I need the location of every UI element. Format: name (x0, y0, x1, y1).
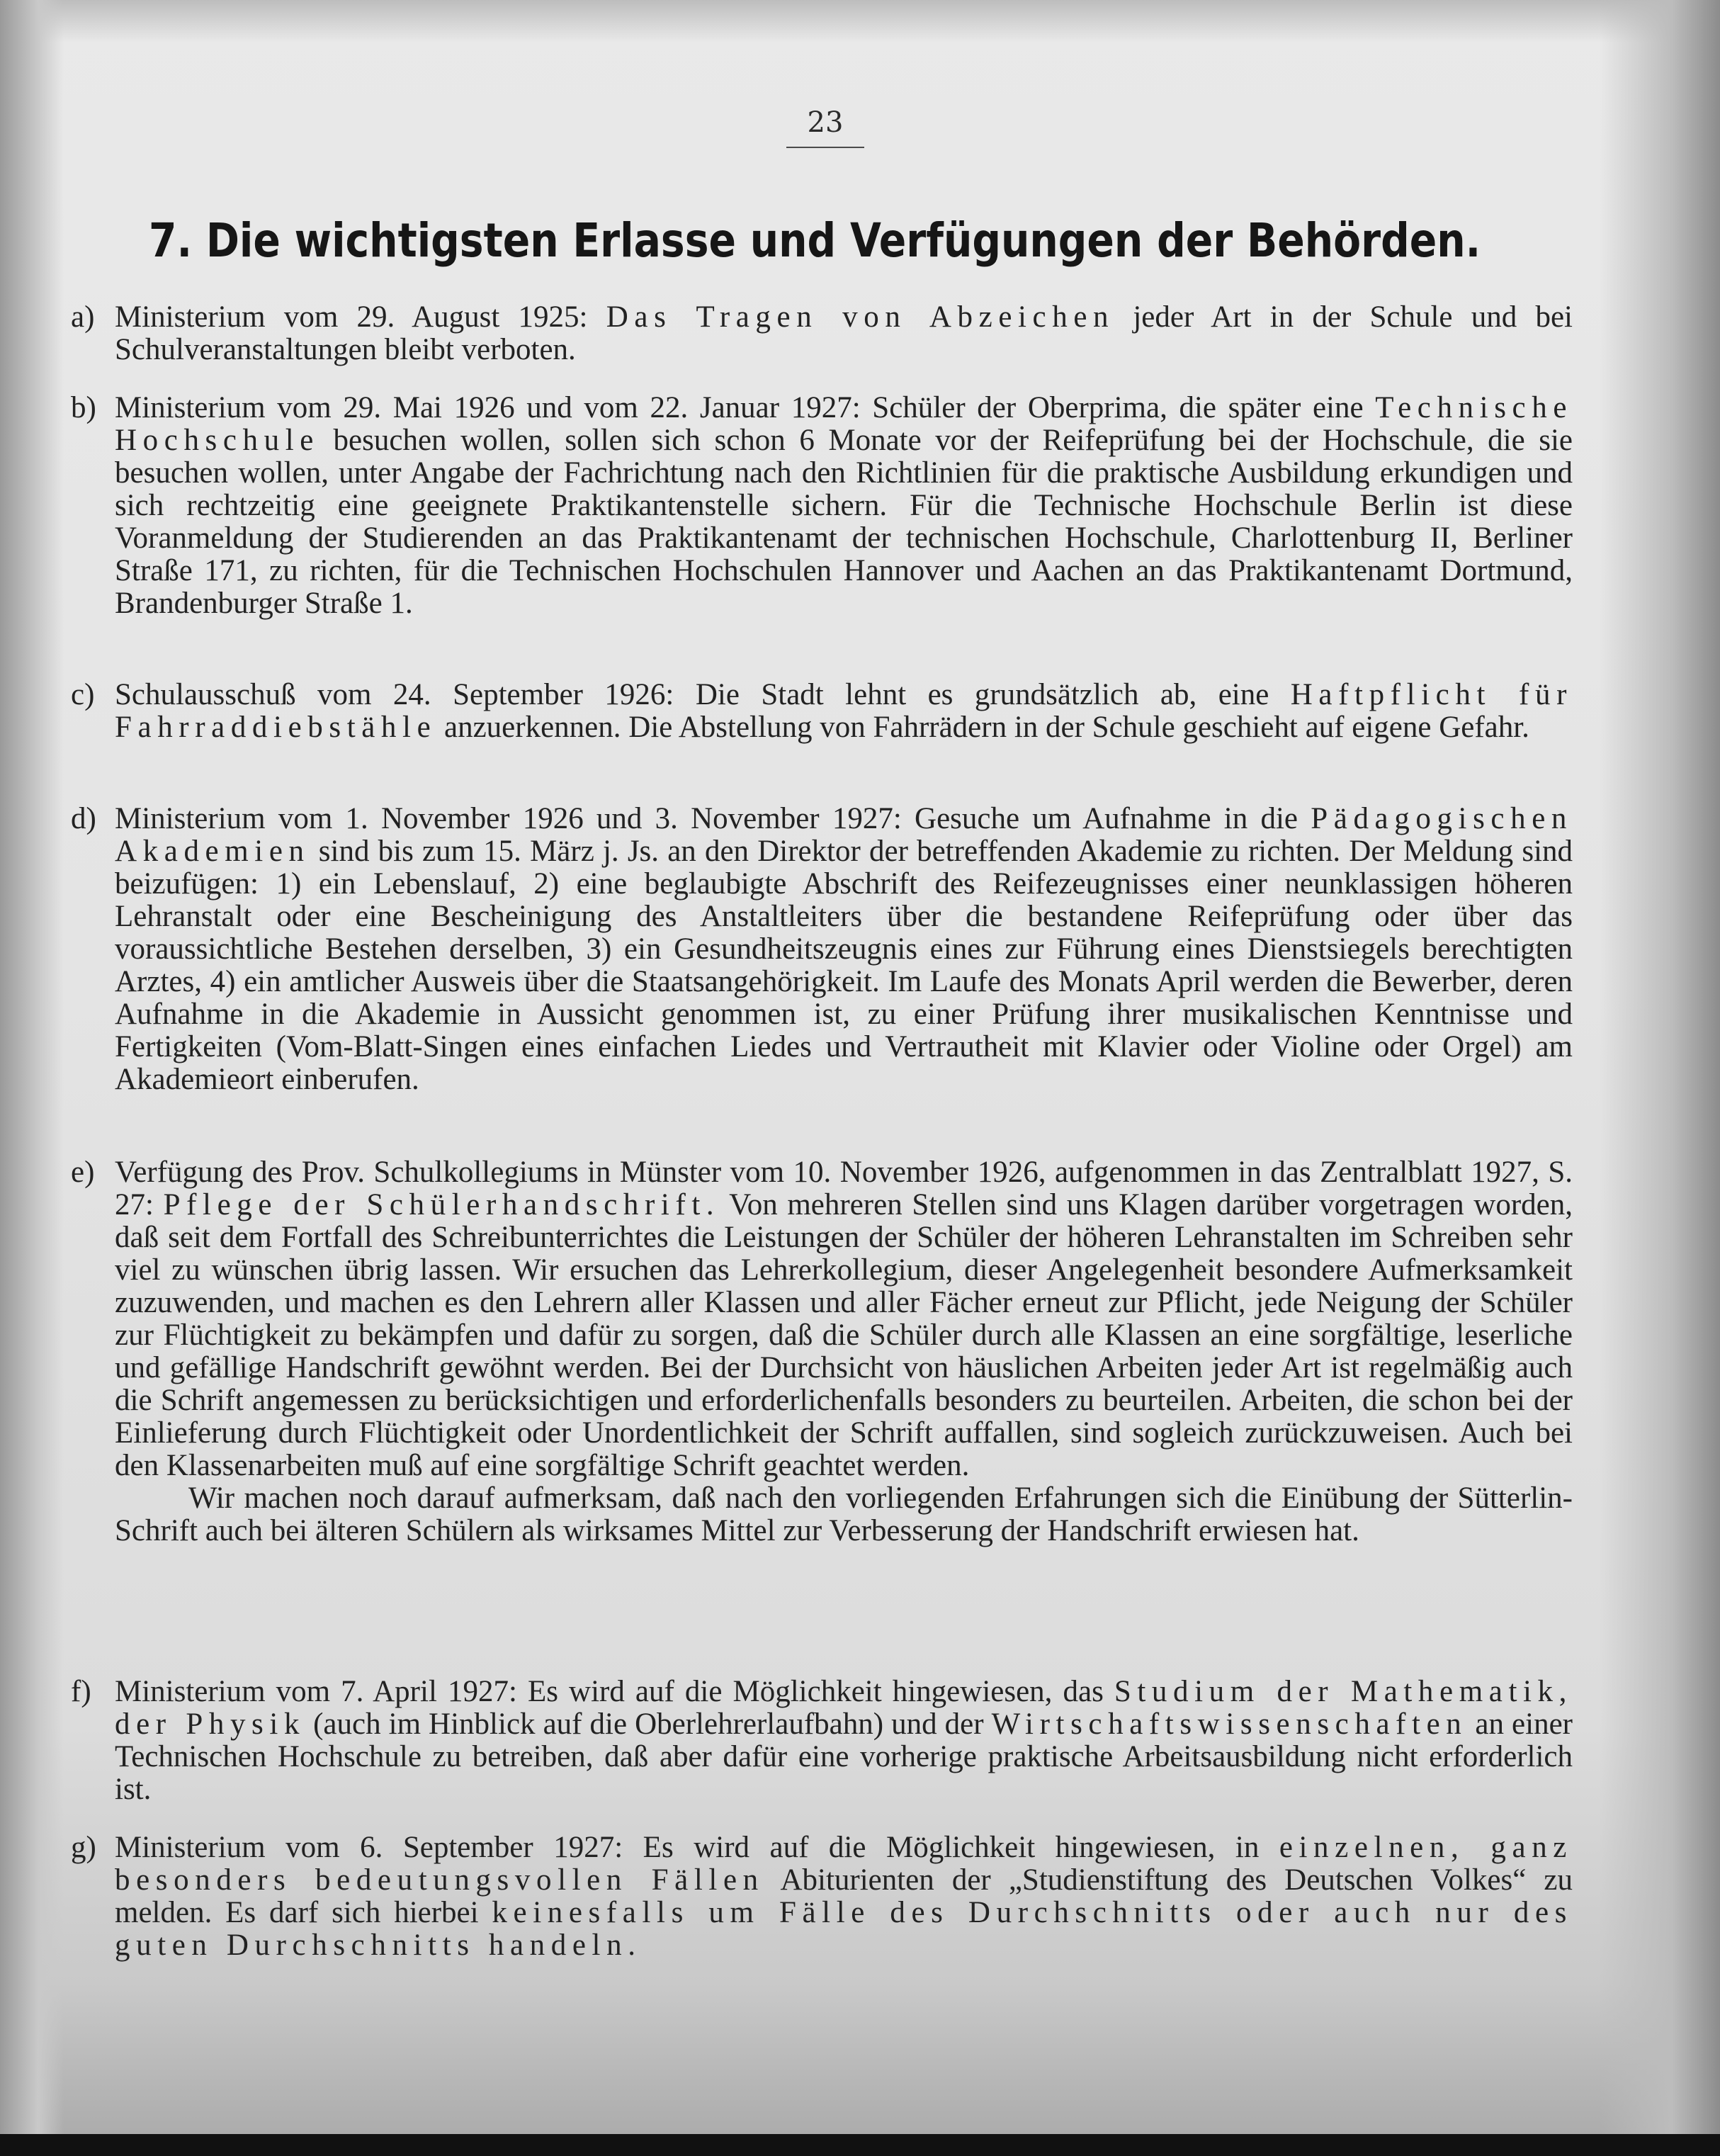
item-body (115, 1676, 1573, 1806)
item-text: Die Stadt lehnt es grundsätzlich ab, eine (674, 678, 1291, 711)
item-text: sind bis zum 15. März j. Js. an den Direktor der betreffenden Akademie zu richten. Der Meldung sind beizufügen: 1) ein Lebenslauf, 2) eine beglaubigte Abschrift des Reifezeugnisses einer neunklassigen höheren Lehranstalt oder eine Bescheinigung des Anstaltleiters über die bestandene Reifeprüfung oder über das voraussichtliche Bestehen derselben, 3) ein Gesundheitszeugnis eines zur Führung eines Dienstsiegels berechtigten Arztes, 4) ein amtlicher Ausweis über die Staatsangehörigkeit. Im Laufe des Monats April werden die Bewerber, deren Aufnahme in die Akademie in Aussicht genommen ist, zu einer Prüfung ihrer musikalischen Kenntnisse und Fertigkeiten (Vom-Blatt-Singen eines einfachen Liedes und Vertrautheit mit Klavier oder Violine oder Orgel) am Akademieort einberufen. (115, 835, 1573, 1096)
item-source: Ministerium vom 29. Mai 1926 und vom 22. Januar 1927: (115, 391, 861, 424)
page-number-rule (786, 147, 864, 148)
item-text: anzuerkennen. Die Abstellung von Fahrrädern in der Schule geschieht auf eigene Gefahr. (436, 711, 1529, 744)
item-text: Gesuche um Aufnahme in die (901, 802, 1311, 835)
decree-item-f (71, 1676, 1573, 1806)
decree-item-a (71, 301, 1573, 366)
item-source: Verfügung des Prov. Schulkollegiums in Münster vom 10. November 1926, (115, 1156, 1046, 1189)
item-marker: e) (71, 1156, 95, 1189)
item-body (115, 392, 1573, 620)
item-emphasis: Das Tragen von Abzeichen (606, 300, 1115, 334)
item-source: Ministerium vom 29. August 1925: (115, 300, 588, 334)
item-emphasis: Wirtschaftswissenschaften (991, 1708, 1468, 1741)
item-marker: b) (71, 391, 96, 424)
item-body (115, 1156, 1573, 1547)
item-text: Von mehreren Stellen sind uns Klagen darüber vorgetragen worden, daß seit dem Fortfall des Schreibunterrichtes die Leistungen der Schüler der höheren Lehranstalten im Schreiben sehr viel zu wünschen übrig lassen. Wir ersuchen das Lehrerkollegium, dieser Angelegenheit besondere Aufmerksamkeit zuzuwenden, und machen es den Lehrern aller Klassen und aller Fächer erneut zur Pflicht, jede Neigung der Schüler zur Flüchtigkeit zu bekämpfen und dafür zu sorgen, daß die Schüler durch alle Klassen an eine sorgfältige, leserliche und gefällige Handschrift gewöhnt werden. Bei der Durchsicht von häuslichen Arbeiten jeder Art ist regelmäßig auch die Schrift angemessen zu berücksichtigen und erforderlichenfalls besonders zu beurteilen. Arbeiten, die schon bei der Einlieferung durch Flüchtigkeit oder Unordentlichkeit der Schrift auffallen, sind sogleich zurückzuweisen. Auch bei den Klassenarbeiten muß auf eine sorgfältige Schrift geachtet werden. (115, 1188, 1573, 1482)
item-marker: g) (71, 1831, 96, 1864)
decree-item-b (71, 392, 1573, 620)
item-body (115, 301, 1573, 366)
item-text: besuchen wollen, sollen sich schon 6 Monate vor der Reifeprüfung bei der Hochschule, die sie besuchen wollen, unter Angabe der Fachrichtung nach den Richtlinien für die praktische Ausbildung erkundigen und sich rechtzeitig eine geeignete Praktikantenstelle sichern. Für die Technische Hochschule Berlin ist diese Voranmeldung der Studierenden an das Praktikantenamt der technischen Hochschule, Charlottenburg II, Berliner Straße 171, zu richten, für die Technischen Hochschulen Hannover und Aachen an das Praktikantenamt Dortmund, Brandenburger Straße 1. (115, 424, 1573, 620)
item-emphasis: Technische Hochschule (115, 391, 1573, 457)
item-text: Schüler der Oberprima, die später eine (860, 391, 1376, 424)
scan-shadow-left (0, 0, 64, 2156)
item-emphasis: einzelnen, ganz besonders bedeutungsvollen Fällen (115, 1831, 1573, 1897)
scan-shadow-right (1600, 0, 1720, 2156)
decree-item-c (71, 679, 1573, 744)
item-marker: f) (71, 1675, 91, 1708)
decree-item-e (71, 1156, 1573, 1547)
scan-shadow-top (0, 0, 1720, 43)
section-heading: 7. Die wichtigsten Erlasse und Verfügungen der Behörden. (149, 213, 1481, 268)
item-emphasis: Haftpflicht für Fahrraddiebstähle (115, 678, 1573, 744)
item-marker: a) (71, 300, 95, 334)
decree-item-g (71, 1832, 1573, 1962)
item-text: an einer Technischen Hochschule zu betreiben, daß aber dafür eine vorherige praktische Arbeitsausbildung nicht erforderlich ist. (115, 1708, 1573, 1806)
item-emphasis: Pädagogischen Akademien (115, 802, 1573, 868)
item-body (115, 679, 1573, 744)
item-source: Ministerium vom 1. November 1926 und 3. November 1927: (115, 802, 902, 835)
item-text: Es wird auf die Möglichkeit hingewiesen, das (516, 1675, 1114, 1708)
item-text: jeder Art in der Schule und bei Schulveranstaltungen bleibt verboten. (115, 300, 1573, 366)
item-source: Ministerium vom 6. September 1927: (115, 1831, 623, 1864)
item-marker: d) (71, 802, 96, 835)
item-paragraph: Wir machen noch darauf aufmerksam, daß nach den vorliegenden Erfahrungen sich die Einübung der Sütterlin-Schrift auch bei älteren Schülern als wirksames Mittel zur Verbesserung der Handschrift erwiesen hat. (115, 1481, 1573, 1547)
item-source: Ministerium vom 7. April 1927: (115, 1675, 517, 1708)
item-body (115, 1832, 1573, 1962)
item-marker: c) (71, 678, 95, 711)
decree-item-d (71, 803, 1573, 1096)
item-emphasis: Studium der Mathematik, der Physik (115, 1675, 1573, 1741)
page-number: 23 (807, 106, 844, 139)
item-text: Abiturienten der „Studienstiftung des Deutschen Volkes“ zu melden. Es darf sich hierbei (115, 1863, 1573, 1929)
item-emphasis: keinesfalls um Fälle des Durchschnitts oder auch nur des guten Durchschnitts handeln. (115, 1896, 1573, 1962)
item-text: (auch im Hinblick auf die Oberlehrerlaufbahn) und der (305, 1708, 992, 1741)
item-source: Schulausschuß vom 24. September 1926: (115, 678, 674, 711)
scan-bottom-edge (0, 2134, 1720, 2156)
item-text: aufgenommen in das Zentralblatt 1927, S. 27: (115, 1156, 1573, 1221)
item-text: Es wird auf die Möglichkeit hingewiesen, in (623, 1831, 1279, 1864)
item-body (115, 803, 1573, 1096)
item-emphasis: Pflege der Schülerhandschrift. (163, 1188, 720, 1221)
